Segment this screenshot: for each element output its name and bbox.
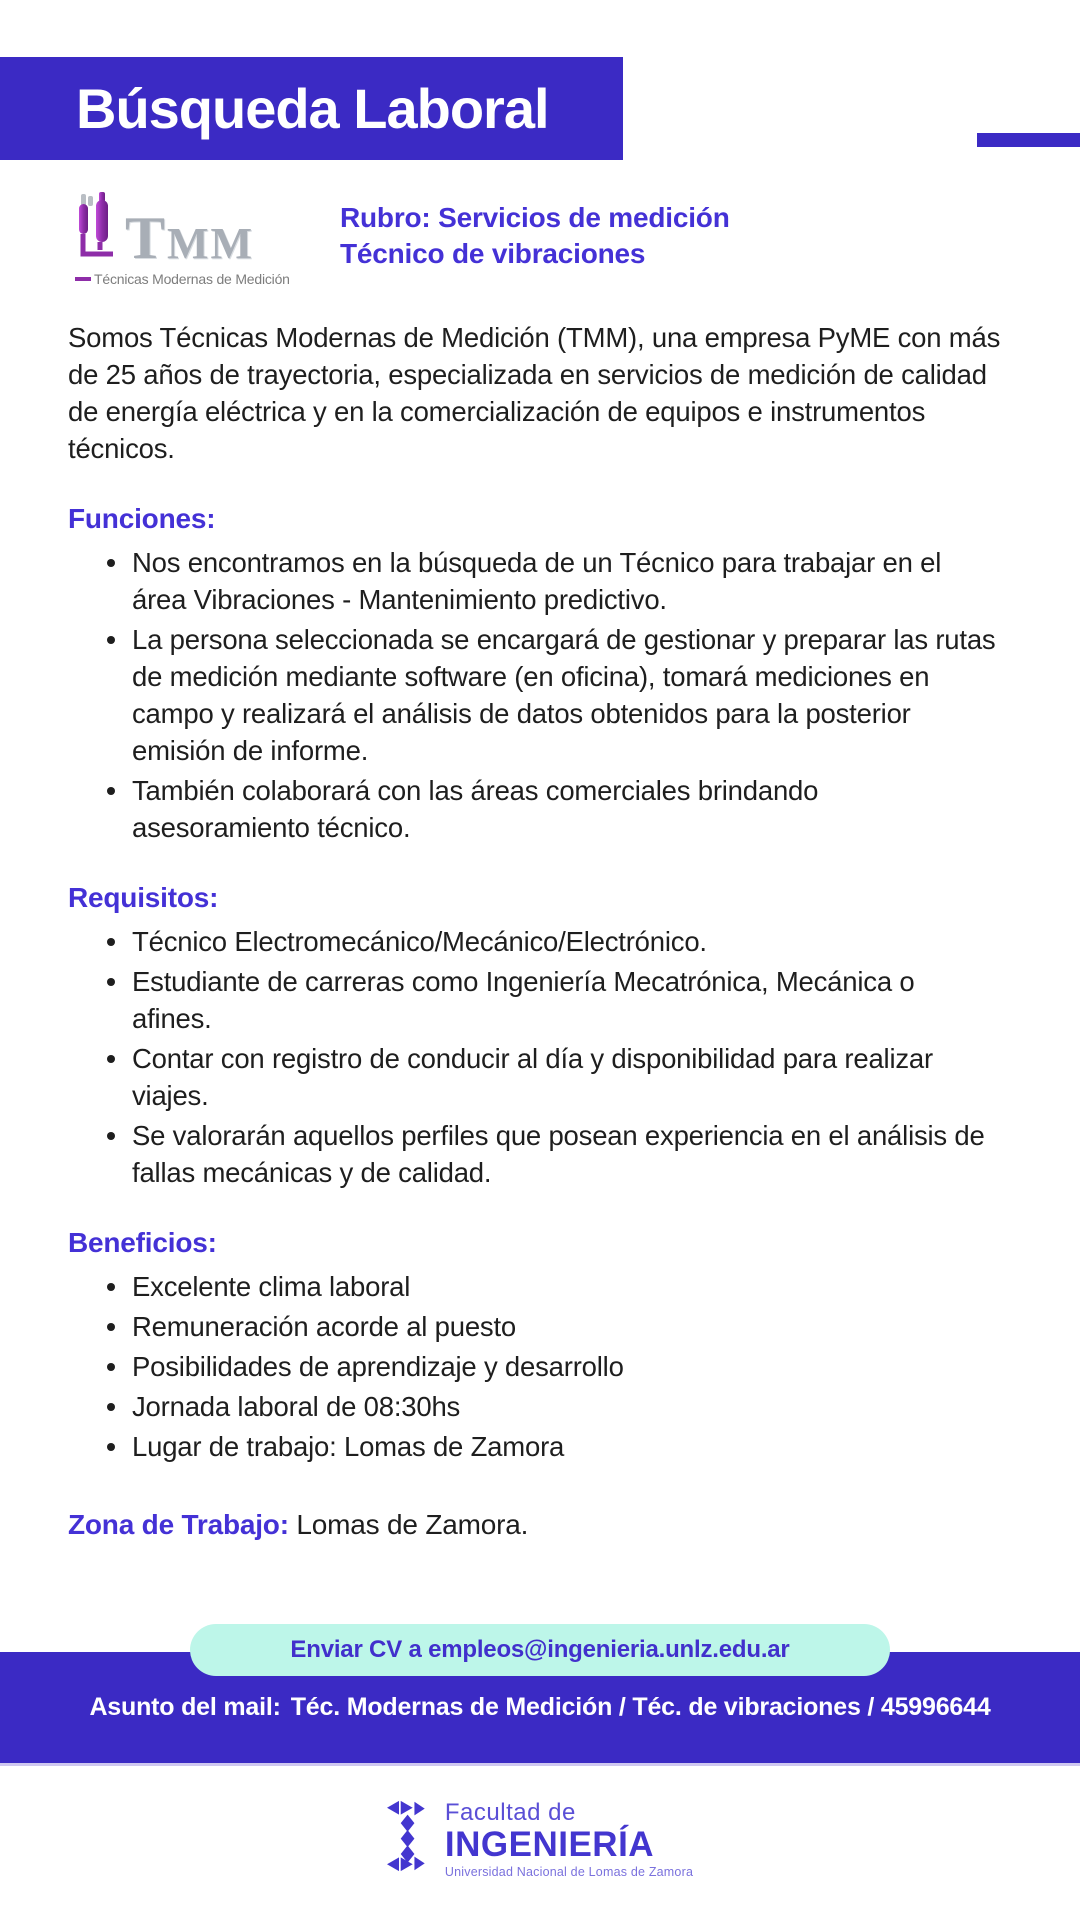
list-item: La persona seleccionada se encargará de gestionar y preparar las rutas de medición mediante software (en oficina), tomará mediciones en campo y realizará el análisis de datos obtenidos para la posterior emisión de informe. (105, 621, 997, 769)
intro-paragraph: Somos Técnicas Modernas de Medición (TMM), una empresa PyME con más de 25 años de trayectoria, especializada en servicios de medición de calidad de energía eléctrica y en la comercialización de equipos e instrumentos técnicos. (68, 322, 1001, 464)
section-requisitos-heading: Requisitos: (68, 882, 219, 913)
tmm-logo-tagline: Técnicas Modernas de Medición (75, 271, 300, 287)
mail-subject-label: Asunto del mail: (89, 1693, 281, 1721)
university-name: Universidad Nacional de Lomas de Zamora (444, 1864, 694, 1879)
tmm-logo-wordmark: TMM (125, 205, 255, 271)
section-beneficios-heading: Beneficios: (68, 1227, 217, 1258)
list-item: También colaborará con las áreas comerciales brindando asesoramiento técnico. (105, 772, 997, 846)
rubro-line2: Técnico de vibraciones (340, 238, 646, 269)
list-item: Se valorarán aquellos perfiles que posean experiencia en el análisis de fallas mecánicas y de calidad. (105, 1117, 997, 1191)
rubro-line1: Rubro: Servicios de medición (340, 202, 730, 233)
list-item: Estudiante de carreras como Ingeniería Mecatrónica, Mecánica o afines. (105, 963, 997, 1037)
faculty-line1: Facultad de (444, 1798, 576, 1826)
zona-value: Lomas de Zamora. (296, 1509, 529, 1540)
main-content (0, 319, 1080, 1541)
list-item: Nos encontramos en la búsqueda de un Técnico para trabajar en el área Vibraciones - Mantenimiento predictivo. (105, 544, 997, 618)
tagline-dash (75, 277, 91, 281)
tmm-glassware-icon (75, 192, 125, 269)
list-item: Remuneración acorde al puesto (105, 1308, 997, 1345)
section-funciones-heading: Funciones: (68, 503, 216, 534)
list-item: Contar con registro de conducir al día y disponibilidad para realizar viajes. (105, 1040, 997, 1114)
zona-de-trabajo-line (68, 1509, 1024, 1541)
mail-subject-value: Téc. Modernas de Medición / Téc. de vibraciones / 45996644 (290, 1693, 991, 1721)
faculty-logo (387, 1798, 693, 1879)
requisitos-list (105, 923, 1024, 1191)
funciones-list (105, 544, 1024, 846)
list-item: Jornada laboral de 08:30hs (105, 1388, 997, 1425)
send-cv-label: Enviar CV a empleos@ingenieria.unlz.edu.ar (290, 1636, 790, 1663)
list-item: Posibilidades de aprendizaje y desarrollo (105, 1348, 997, 1385)
list-item: Lugar de trabajo: Lomas de Zamora (105, 1428, 997, 1465)
footer (0, 1798, 1080, 1879)
send-cv-pill[interactable] (190, 1624, 890, 1676)
beneficios-list (105, 1268, 1024, 1465)
faculty-logo-icon (387, 1798, 435, 1879)
accent-bar (977, 133, 1080, 147)
page-title: Búsqueda Laboral (76, 77, 549, 140)
list-item: Técnico Electromecánico/Mecánico/Electrónico. (105, 923, 997, 960)
title-banner (0, 57, 623, 160)
rubro-heading (340, 200, 730, 272)
header-row (0, 192, 1080, 287)
list-item: Excelente clima laboral (105, 1268, 997, 1305)
zona-label: Zona de Trabajo: (68, 1509, 289, 1540)
faculty-name: INGENIERÍA (444, 1824, 655, 1864)
tmm-logo (75, 192, 300, 287)
